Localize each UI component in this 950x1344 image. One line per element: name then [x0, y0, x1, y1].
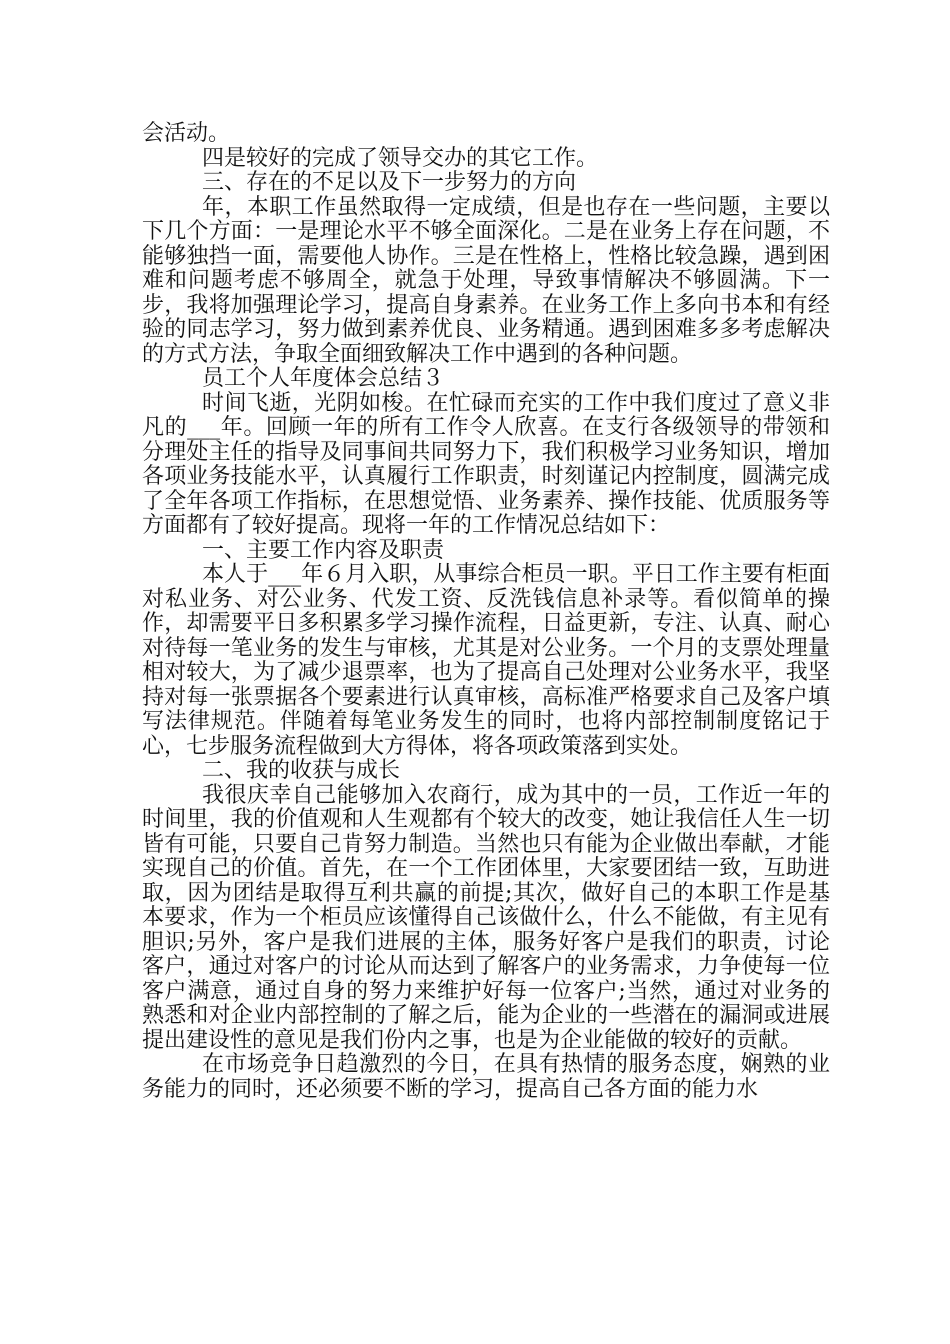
document-page	[142, 122, 830, 1102]
section-heading-growth: 二、我的收获与成长	[202, 758, 401, 783]
paragraph-continuation: 会活动。	[142, 121, 231, 146]
section-heading-main-work: 一、主要工作内容及职责	[202, 537, 445, 563]
section-heading-shortcomings: 三、存在的不足以及下一步努力的方向	[202, 170, 577, 195]
paragraph-growth: 我很庆幸自己能够加入农商行，成为其中的一员，工作近一年的时间里，我的价值观和人生观都有个较大的改变，她让我信任人生一切皆有可能，只要自己肯努力制造。当然也只有能为企业做出奉献，才能实现自己的价值。首先，在一个工作团体里，大家要团结一致，互助进取，因为团结是取得互利共赢的前提;其次，做好自己的本职工作是基本要求，作为一个柜员应该懂得自己该做什么，什么不能做，有主见有胆识;另外，客户是我们进展的主体，服务好客户是我们的职责，讨论客户，通过对客户的讨论从而达到了解客户的业务需求，力争使每一位客户满意，通过自身的努力来维护好每一位客户;当然，通过对业务的熟悉和对企业内部控制的了解之后，能为企业的一些潜在的漏洞或进展提出建设性的意见是我们份内之事，也是为企业能做的较好的贡献。	[142, 782, 830, 1053]
article-title-summary-3: 员工个人年度体会总结３	[202, 366, 445, 391]
paragraph-intro: 时间飞逝，光阴如梭。在忙碌而充实的工作中我们度过了意义非凡的___年。回顾一年的所有工作令人欣喜。在支行各级领导的带领和分理处主任的指导及同事间共同努力下，我们积极学习业务知识，增加各项业务技能水平，认真履行工作职责，时刻谨记内控制度，圆满完成了全年各项工作指标，在思想觉悟、业务素养、操作技能、优质服务等方面都有了较好提高。现将一年的工作情况总结如下：	[142, 390, 830, 538]
paragraph-shortcomings: 年，本职工作虽然取得一定成绩，但是也存在一些问题，主要以下几个方面：一是理论水平不够全面深化。二是在业务上存在问题，不能够独挡一面，需要他人协作。三是在性格上，性格比较急躁，遇到困难和问题考虑不够周全，就急于处理，导致事情解决不够圆满。下一步，我将加强理论学习，提高自身素养。在业务工作上多向书本和有经验的同志学习，努力做到素养优良、业务精通。遇到困难多多考虑解决的方式方法，争取全面细致解决工作中遇到的各种问题。	[142, 194, 830, 367]
paragraph-item-four: 四是较好的完成了领导交办的其它工作。	[202, 145, 599, 171]
paragraph-competition: 在市场竞争日趋激烈的今日，在具有热情的服务态度，娴熟的业务能力的同时，还必须要不断的学习，提高自己各方面的能力水	[142, 1052, 830, 1102]
paragraph-main-work: 本人于___年６月入职，从事综合柜员一职。平日工作主要有柜面对私业务、对公业务、代发工资、反洗钱信息补录等。看似简单的操作，却需要平日多积累多学习操作流程，日益更新，专注、认真、耐心对待每一笔业务的发生与审核，尤其是对公业务。一个月的支票处理量相对较大，为了减少退票率，也为了提高自己处理对公业务水平，我坚持对每一张票据各个要素进行认真审核，高标准严格要求自己及客户填写法律规范。伴随着每笔业务发生的同时，也将内部控制制度铭记于心，七步服务流程做到大方得体，将各项政策落到实处。	[142, 562, 830, 759]
